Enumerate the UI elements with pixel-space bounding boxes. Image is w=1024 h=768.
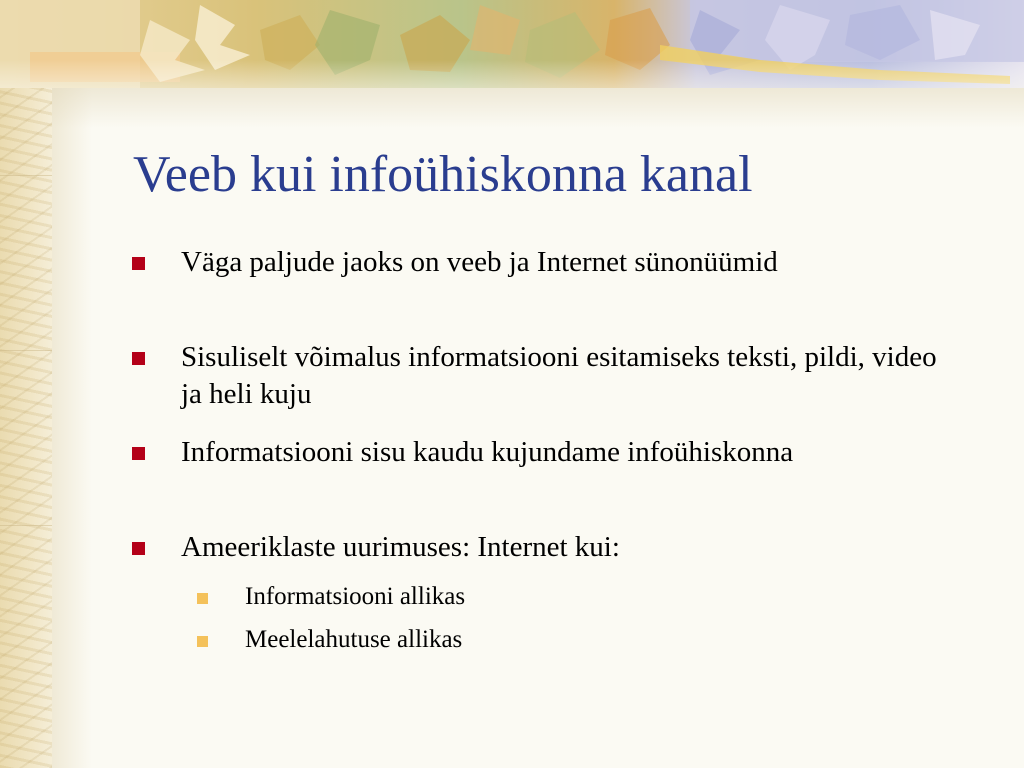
bullet-item: Sisuliselt võimalus informatsiooni esitamiseks teksti, pildi, video ja heli kuju — [181, 341, 937, 410]
bullet-square-icon — [132, 447, 145, 460]
sub-bullet-square-icon — [197, 593, 208, 604]
banner-shadow — [52, 84, 1024, 128]
sub-bullet-square-icon — [197, 636, 208, 647]
sub-bullet-item: Meelelahutuse allikas — [245, 626, 463, 653]
bullet-square-icon — [132, 542, 145, 555]
bullet-square-icon — [132, 257, 145, 270]
bullet-item: Ameeriklaste uurimuses: Internet kui: — [181, 531, 620, 563]
strip-seam — [0, 350, 52, 351]
strip-seam — [0, 525, 52, 526]
sub-bullet-item: Informatsiooni allikas — [245, 583, 466, 610]
strip-seam — [0, 175, 52, 176]
bullet-item: Informatsiooni sisu kaudu kujundame infoühiskonna — [181, 436, 794, 468]
autumn-leaves-banner — [0, 0, 1024, 88]
bullet-item: Väga paljude jaoks on veeb ja Internet sünonüümid — [181, 246, 778, 278]
slide-title: Veeb kui infoühiskonna kanal — [133, 146, 753, 203]
bullet-square-icon — [132, 352, 145, 365]
left-parchment-strip — [0, 0, 52, 768]
